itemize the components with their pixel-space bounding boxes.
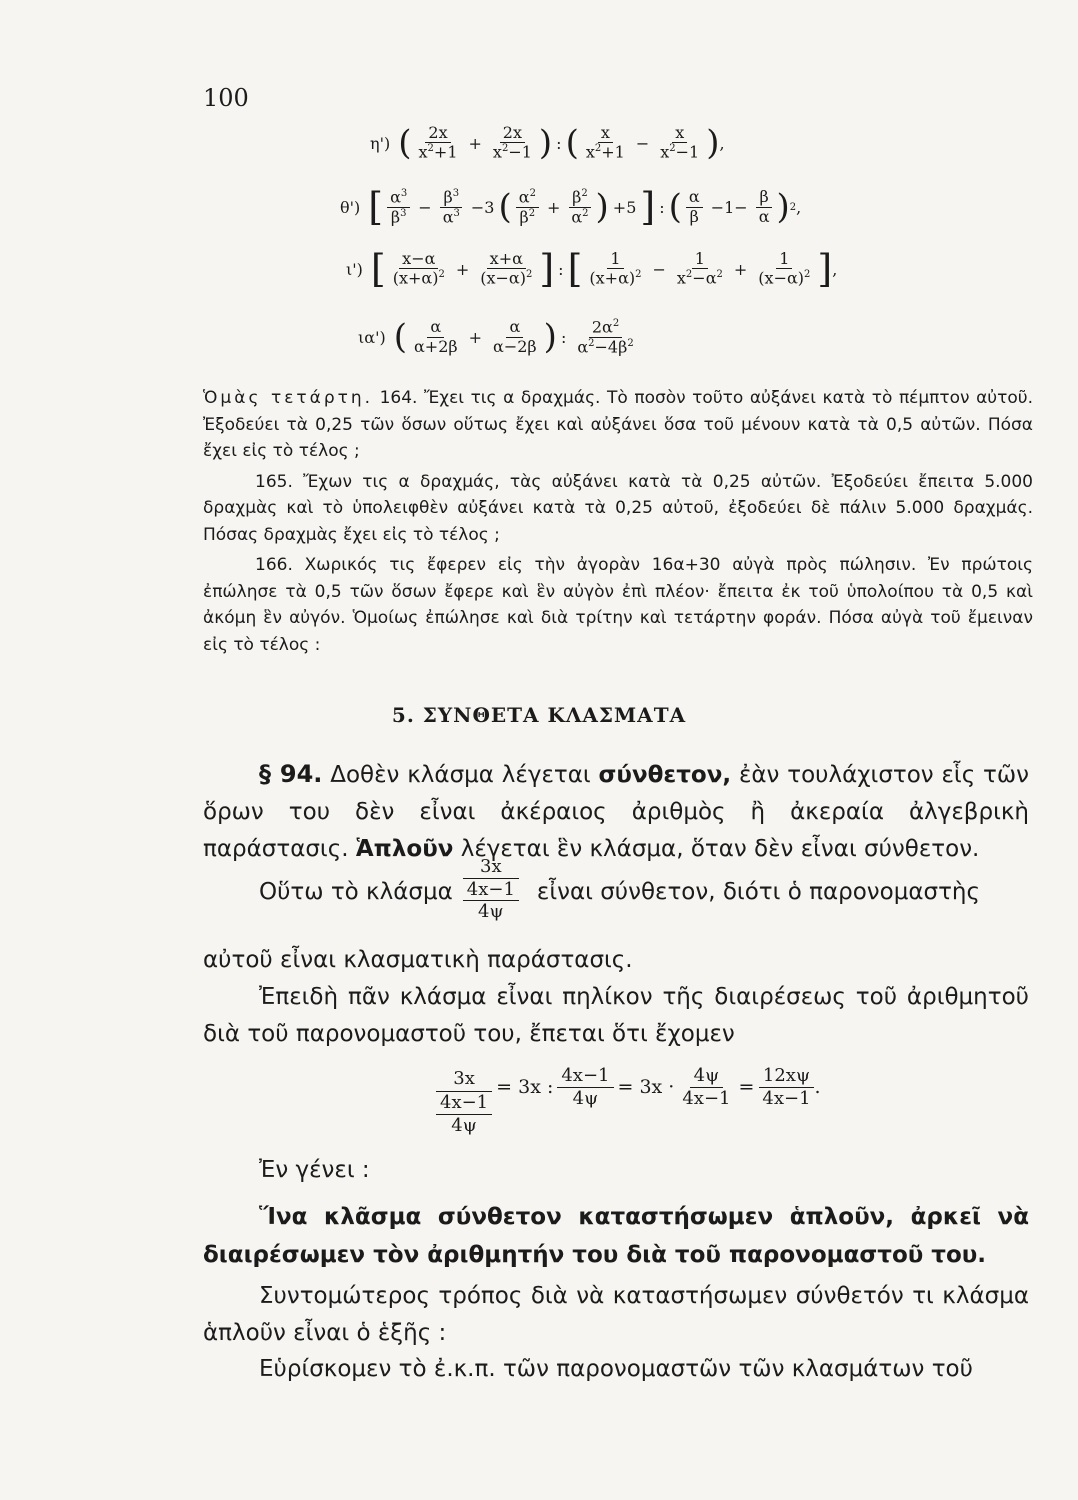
fraction: $\frac{\beta}{\alpha}$ [756,188,773,226]
fraction: $\frac{\alpha^3}{\beta^3}$ [387,188,410,226]
exercise-eta: η') ( $\frac{2x}{x^2+1}$ + $\frac{2x}{x^2-1}$ ) : ( $\frac{x}{x^2+1}$ − $\frac{x}{x^2-1}$ ) , [370,123,725,164]
term-composite: σύνθετον, [598,762,732,788]
iota-label: ι') [346,259,363,279]
paragraph-94: § 94. Δοθὲν κλάσμα λέγεται σύνθετον, ἐὰν τουλάχιστον εἷς τῶν ὅρων του δὲν εἶναι ἀκέραιος ἀριθμὸς ἢ ἀκεραία ἀλγεβρικὴ παράστασις. Ἁπλοῦν λέγεται ἓν κλάσμα, ὅταν δὲν εἶναι σύνθετον. [203,760,1030,862]
equation-compound: 3x 4x−1 4ψ = 3x : $\frac{4x-1}{4\psi}$ = 3x · $\frac{4\psi}{4x-1}$ = $\frac{12x\psi}{4x-1}$ . [436,1068,821,1137]
page-number: 100 [203,84,249,112]
exercise-165: 165. Ἔχων τις α δραχμάς, τὰς αὐξάνει κατὰ τὰ 0,25 αὐτῶν. Ἐξοδεύει ἔπειτα 5.000 δραχμὰς καὶ τὸ ὑπολειφθὲν αὐξάνει κατὰ τὰ 0,25 αὐτοῦ, ἐξοδεύει δὲ πάλιν 5.000 δραχμάς. Πόσας δραχμὰς ἔχει εἰς τὸ τέλος ; [203,471,1033,545]
compound-fraction: 3x 4x−1 4ψ [436,1068,492,1137]
exercise-iota: ι') [ $\frac{x-\alpha}{(x+\alpha)^2}$ + $\frac{x+\alpha}{(x-\alpha)^2}$ ] : [ $\frac{1}{(x+\alpha)^2}$ − $\frac{1}{x^2-\alpha^2}$ + $\frac{1}{(x-\alpha)^2}$ ] , [346,247,838,292]
paragraph-number: § 94. [259,760,323,788]
fraction: $\frac{\beta^3}{\alpha^3}$ [440,188,463,226]
example-line [203,856,1029,923]
exercise-164: Ὁμὰς τετάρτη. 164. Ἔχει τις α δραχμάς. Τὸ ποσὸν τοῦτο αὐξάνει κατὰ τὸ πέμπτον αὐτοῦ. Ἐξοδεύει τὰ 0,25 τῶν ὅσων οὕτως ἔχει καὶ αὐξάνει ὅσα τοῦ μένουν κατὰ τὰ 0,5 αὐτῶν. Πόσα ἔχει εἰς τὸ τέλος ; [203,388,1034,461]
fraction: $\frac{2\alpha^2}{\alpha^2-4\beta^2}$ [577,317,634,357]
fraction: $\frac{x+\alpha}{(x-\alpha)^2}$ [480,249,533,288]
fraction: $\frac{1}{x^2-\alpha^2}$ [676,249,723,288]
group-heading: Ὁμὰς τετάρτη. [203,388,374,408]
example-line-2: αὐτοῦ εἶναι κλασματικὴ παράστασις. [203,947,633,973]
exercise-166: 166. Χωρικός τις ἔφερεν εἰς τὴν ἀγορὰν 16α+30 αὐγὰ πρὸς πώλησιν. Ἐν πρώτοις ἐπώλησε τὰ 0,5 τῶν ὅσων ἔφερε καὶ ἓν αὐγὸν ἐπὶ πλέον· ἔπειτα ἐκ τοῦ ὑπολοίπου τὰ 0,5 καὶ ἀκόμη ἓν αὐγόν. Ὁμοίως ἐπώλησε καὶ διὰ τρίτην καὶ τετάρτην φοράν. Πόσα αὐγὰ τοῦ ἔμειναν εἰς τὸ τέλος : [203,555,1033,655]
term-simple: Ἁπλοῦν [355,836,454,862]
example-text-a: Οὕτω τὸ κλάσμα [259,879,453,905]
theta-label: θ') [340,197,361,217]
fraction: $\frac{12x\psi}{4x-1}$ [758,1065,814,1109]
exercise-iota-alpha: ια') ( $\frac{\alpha}{\alpha+2\beta}$ + $\frac{\alpha}{\alpha-2\beta}$ ) : $\frac{2\alpha^2}{\alpha^2-4\beta^2}$ [358,318,641,356]
paragraph-find: Εὑρίσκομεν τὸ ἐ.κ.π. τῶν παρονομαστῶν τῶν κλασμάτων τοῦ [259,1356,973,1382]
fraction: $\frac{1}{(x+\alpha)^2}$ [589,249,642,288]
fraction: $\frac{\alpha}{\beta}$ [686,188,703,226]
fraction: $\frac{4\psi}{4x-1}$ [682,1065,731,1109]
exercise-theta: θ') [ $\frac{\alpha^3}{\beta^3}$ − $\frac{\beta^3}{\alpha^3}$ −3 ( $\frac{\alpha^2}{\beta^2}$ + $\frac{\beta^2}{\alpha^2}$ ) +5 ] : ( $\frac{\alpha}{\beta}$ −1− $\frac{\beta}{\alpha}$ ) 2 , [340,185,802,230]
paragraph-shorter: Συντομώτερος τρόπος διὰ νὰ καταστήσωμεν σύνθετόν τι κλάσμα ἁπλοῦν εἶναι ὁ ἑξῆς : [203,1283,1029,1346]
paragraph-since: Ἐπειδὴ πᾶν κλάσμα εἶναι πηλίκον τῆς διαιρέσεως τοῦ ἀριθμητοῦ διὰ τοῦ παρονομαστοῦ του, ἔπεται ὅτι ἔχομεν [203,984,1029,1047]
section-title: 5. ΣΥΝΘΕΤΑ ΚΛΑΣΜΑΤΑ [391,703,687,727]
eta-label: η') [370,133,391,153]
exercises-group-four [203,385,1033,658]
iota-alpha-label: ια') [358,327,386,347]
example-text-b: εἶναι σύνθετον, διότι ὁ παρονομαστὴς [536,879,980,905]
fraction: $\frac{4x-1}{4\psi}$ [557,1065,613,1109]
fraction: $\frac{x}{x^2-1}$ [660,123,700,162]
fraction: $\frac{x-\alpha}{(x+\alpha)^2}$ [392,249,445,288]
rule: Ἵνα κλᾶσμα σύνθετον καταστήσωμεν ἁπλοῦν, ἀρκεῖ νὰ διαιρέσωμεν τὸν ἀριθμητήν του διὰ τοῦ παρονομαστοῦ του. [203,1204,1029,1268]
fraction: $\frac{\alpha^2}{\beta^2}$ [516,188,539,226]
fraction: $\frac{2x}{x^2+1}$ [418,123,458,162]
in-general: Ἐν γένει : [259,1157,370,1183]
fraction: $\frac{\alpha}{\alpha-2\beta}$ [493,317,537,356]
compound-fraction: 3x 4x−1 4ψ [463,856,519,923]
fraction: $\frac{2x}{x^2-1}$ [492,123,532,162]
fraction: $\frac{1}{(x-\alpha)^2}$ [758,249,811,288]
fraction: $\frac{x}{x^2+1}$ [585,123,625,162]
fraction: $\frac{\alpha}{\alpha+2\beta}$ [413,317,458,356]
fraction: $\frac{\beta^2}{\alpha^2}$ [568,188,591,226]
